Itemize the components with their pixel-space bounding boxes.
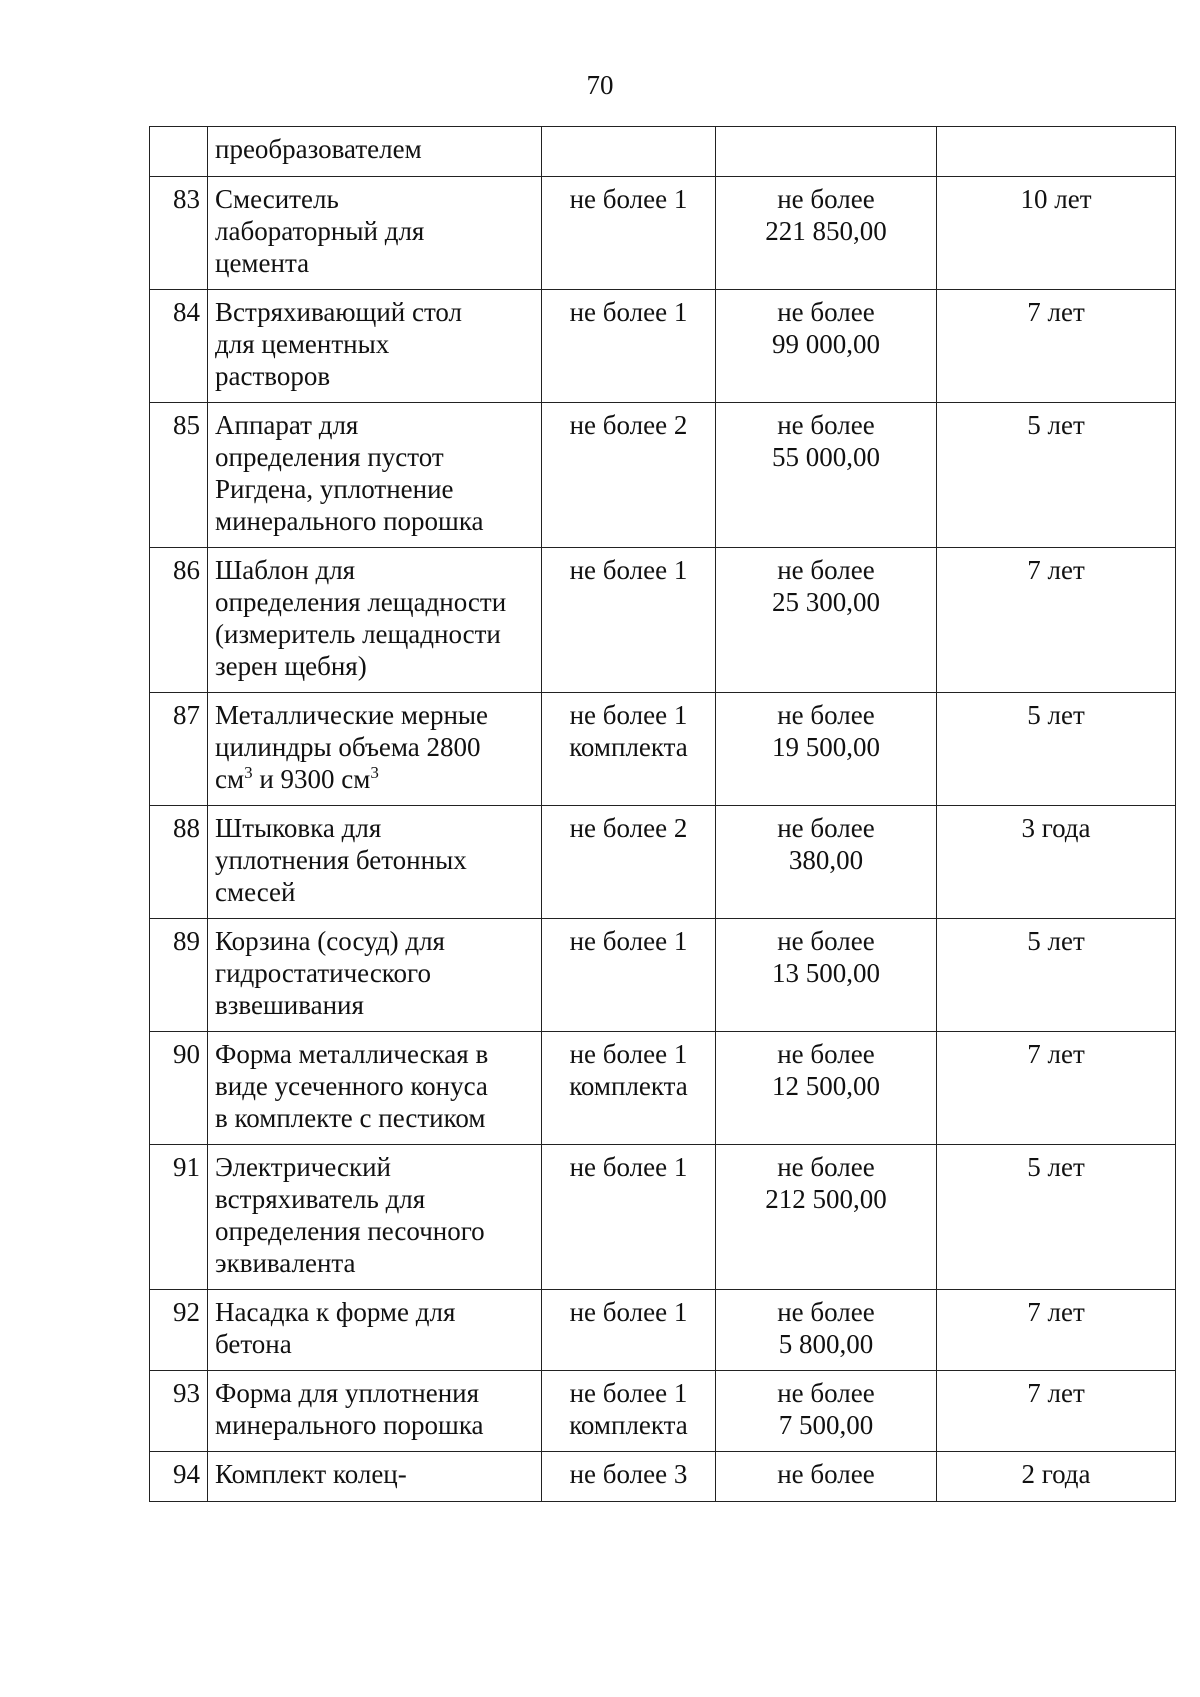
table-row — [150, 1371, 1176, 1452]
price-line: не более — [777, 926, 875, 956]
item-price — [716, 1371, 937, 1452]
name-line: Шаблон для — [215, 555, 356, 585]
name-line: Штыковка для — [215, 813, 382, 843]
qty-line: комплекта — [569, 1071, 688, 1101]
qty-line: не более 1 — [569, 1039, 688, 1069]
item-service-life — [937, 1145, 1176, 1290]
qty-line: не более 1 — [569, 184, 688, 214]
item-name — [208, 1145, 542, 1290]
price-line: не более — [777, 555, 875, 585]
qty-line: не более 1 — [569, 700, 688, 730]
row-number: 85 — [150, 403, 208, 548]
qty-line: не более 1 — [569, 926, 688, 956]
price-line: 221 850,00 — [765, 216, 887, 246]
item-price — [716, 1290, 937, 1371]
table-row — [150, 919, 1176, 1032]
life-line: 3 года — [1021, 813, 1091, 843]
price-line: не более — [777, 184, 875, 214]
name-line: Металлические мерные — [215, 700, 489, 730]
item-quantity — [542, 806, 716, 919]
item-name — [208, 548, 542, 693]
price-line: 55 000,00 — [772, 442, 880, 472]
price-line: 212 500,00 — [765, 1184, 887, 1214]
row-number: 90 — [150, 1032, 208, 1145]
name-line: минерального порошка — [215, 1410, 484, 1440]
price-line: 99 000,00 — [772, 329, 880, 359]
row-number: 86 — [150, 548, 208, 693]
row-number: 89 — [150, 919, 208, 1032]
name-line: преобразователем — [215, 134, 422, 164]
item-service-life — [937, 127, 1176, 177]
item-price — [716, 1032, 937, 1145]
name-line: Корзина (сосуд) для — [215, 926, 445, 956]
name-fragment: и 9300 см — [252, 764, 371, 794]
item-quantity — [542, 1032, 716, 1145]
item-service-life — [937, 1032, 1176, 1145]
table-row — [150, 1032, 1176, 1145]
superscript: 3 — [244, 763, 253, 782]
name-line: виде усеченного конуса — [215, 1071, 488, 1101]
row-number: 91 — [150, 1145, 208, 1290]
life-line: 7 лет — [1027, 297, 1085, 327]
name-line: в комплекте с пестиком — [215, 1103, 486, 1133]
life-line: 7 лет — [1027, 555, 1085, 585]
item-name — [208, 290, 542, 403]
item-price — [716, 177, 937, 290]
row-number: 94 — [150, 1452, 208, 1502]
item-quantity — [542, 127, 716, 177]
name-line: лабораторный для — [215, 216, 425, 246]
price-line: 19 500,00 — [772, 732, 880, 762]
name-line: Электрический — [215, 1152, 392, 1182]
item-service-life — [937, 919, 1176, 1032]
item-quantity — [542, 403, 716, 548]
table-row — [150, 548, 1176, 693]
item-name — [208, 177, 542, 290]
row-number: 92 — [150, 1290, 208, 1371]
qty-line: не более 1 — [569, 297, 688, 327]
name-line — [215, 763, 534, 795]
table-row — [150, 1290, 1176, 1371]
life-line: 5 лет — [1027, 926, 1085, 956]
item-price — [716, 548, 937, 693]
qty-line: не более 1 — [569, 555, 688, 585]
life-line: 7 лет — [1027, 1378, 1085, 1408]
price-line: не более — [777, 297, 875, 327]
price-line: 380,00 — [788, 845, 864, 875]
row-number: 88 — [150, 806, 208, 919]
superscript: 3 — [370, 763, 379, 782]
qty-line: не более 2 — [569, 813, 688, 843]
table-row — [150, 177, 1176, 290]
name-line: цилиндры объема 2800 — [215, 732, 481, 762]
name-line: зерен щебня) — [215, 651, 367, 681]
row-number — [150, 127, 208, 177]
item-quantity — [542, 693, 716, 806]
item-price — [716, 806, 937, 919]
item-name — [208, 1452, 542, 1502]
table-row — [150, 403, 1176, 548]
qty-line: комплекта — [569, 732, 688, 762]
qty-line: не более 1 — [569, 1152, 688, 1182]
item-name — [208, 403, 542, 548]
life-line: 10 лет — [1020, 184, 1092, 214]
item-quantity — [542, 1145, 716, 1290]
name-line: Аппарат для — [215, 410, 359, 440]
name-line: Насадка к форме для — [215, 1297, 456, 1327]
item-price — [716, 693, 937, 806]
name-line: встряхиватель для — [215, 1184, 426, 1214]
name-line: для цементных — [215, 329, 390, 359]
name-line: определения пустот — [215, 442, 444, 472]
name-line: определения песочного — [215, 1216, 485, 1246]
life-line: 5 лет — [1027, 1152, 1085, 1182]
price-line: не более — [777, 1459, 875, 1489]
item-name — [208, 919, 542, 1032]
item-name — [208, 693, 542, 806]
life-line: 5 лет — [1027, 410, 1085, 440]
row-number: 83 — [150, 177, 208, 290]
name-line: уплотнения бетонных — [215, 845, 467, 875]
price-line: не более — [777, 1039, 875, 1069]
table-row — [150, 693, 1176, 806]
page-number: 70 — [586, 70, 614, 100]
qty-line: не более 3 — [569, 1459, 688, 1489]
name-line: цемента — [215, 248, 310, 278]
item-price — [716, 127, 937, 177]
name-fragment: см — [215, 764, 245, 794]
qty-line: комплекта — [569, 1410, 688, 1440]
price-line: 13 500,00 — [772, 958, 880, 988]
item-price — [716, 919, 937, 1032]
table-row — [150, 127, 1176, 177]
item-name — [208, 1032, 542, 1145]
item-quantity — [542, 1290, 716, 1371]
table-row — [150, 806, 1176, 919]
qty-line: не более 2 — [569, 410, 688, 440]
item-service-life — [937, 290, 1176, 403]
qty-line: не более 1 — [569, 1378, 688, 1408]
price-line: не более — [777, 1297, 875, 1327]
name-line: взвешивания — [215, 990, 364, 1020]
price-line: 7 500,00 — [778, 1410, 874, 1440]
price-line: не более — [777, 700, 875, 730]
name-line: Смеситель — [215, 184, 339, 214]
price-line: не более — [777, 813, 875, 843]
row-number: 84 — [150, 290, 208, 403]
item-service-life — [937, 403, 1176, 548]
price-line: 25 300,00 — [772, 587, 880, 617]
item-quantity — [542, 290, 716, 403]
price-line: 5 800,00 — [778, 1329, 874, 1359]
life-line: 2 года — [1021, 1459, 1091, 1489]
price-line: 12 500,00 — [772, 1071, 880, 1101]
item-name — [208, 1290, 542, 1371]
item-quantity — [542, 548, 716, 693]
name-line: Форма металлическая в — [215, 1039, 489, 1069]
price-line: не более — [777, 410, 875, 440]
row-number: 87 — [150, 693, 208, 806]
name-line: Форма для уплотнения — [215, 1378, 480, 1408]
name-line: эквивалента — [215, 1248, 356, 1278]
price-line: не более — [777, 1152, 875, 1182]
price-line: не более — [777, 1378, 875, 1408]
name-line: определения лещадности — [215, 587, 507, 617]
item-name — [208, 806, 542, 919]
table-row — [150, 1145, 1176, 1290]
item-name — [208, 127, 542, 177]
name-line: (измеритель лещадности — [215, 619, 501, 649]
item-price — [716, 403, 937, 548]
item-service-life — [937, 1452, 1176, 1502]
item-service-life — [937, 693, 1176, 806]
item-quantity — [542, 919, 716, 1032]
qty-line: не более 1 — [569, 1297, 688, 1327]
item-service-life — [937, 548, 1176, 693]
row-number: 93 — [150, 1371, 208, 1452]
table-row — [150, 290, 1176, 403]
life-line: 5 лет — [1027, 700, 1085, 730]
item-price — [716, 290, 937, 403]
name-line: гидростатического — [215, 958, 431, 988]
life-line: 7 лет — [1027, 1297, 1085, 1327]
name-line: минерального порошка — [215, 506, 484, 536]
name-line: Встряхивающий стол — [215, 297, 463, 327]
item-quantity — [542, 1452, 716, 1502]
item-service-life — [937, 1371, 1176, 1452]
item-name — [208, 1371, 542, 1452]
name-line: смесей — [215, 877, 296, 907]
name-line: Комплект колец- — [215, 1459, 407, 1489]
item-service-life — [937, 806, 1176, 919]
name-line: растворов — [215, 361, 331, 391]
item-service-life — [937, 1290, 1176, 1371]
item-quantity — [542, 1371, 716, 1452]
name-line: Ригдена, уплотнение — [215, 474, 454, 504]
life-line: 7 лет — [1027, 1039, 1085, 1069]
item-service-life — [937, 177, 1176, 290]
name-line: бетона — [215, 1329, 292, 1359]
item-quantity — [542, 177, 716, 290]
item-price — [716, 1452, 937, 1502]
item-price — [716, 1145, 937, 1290]
table-row — [150, 1452, 1176, 1502]
equipment-table — [149, 126, 1176, 1502]
